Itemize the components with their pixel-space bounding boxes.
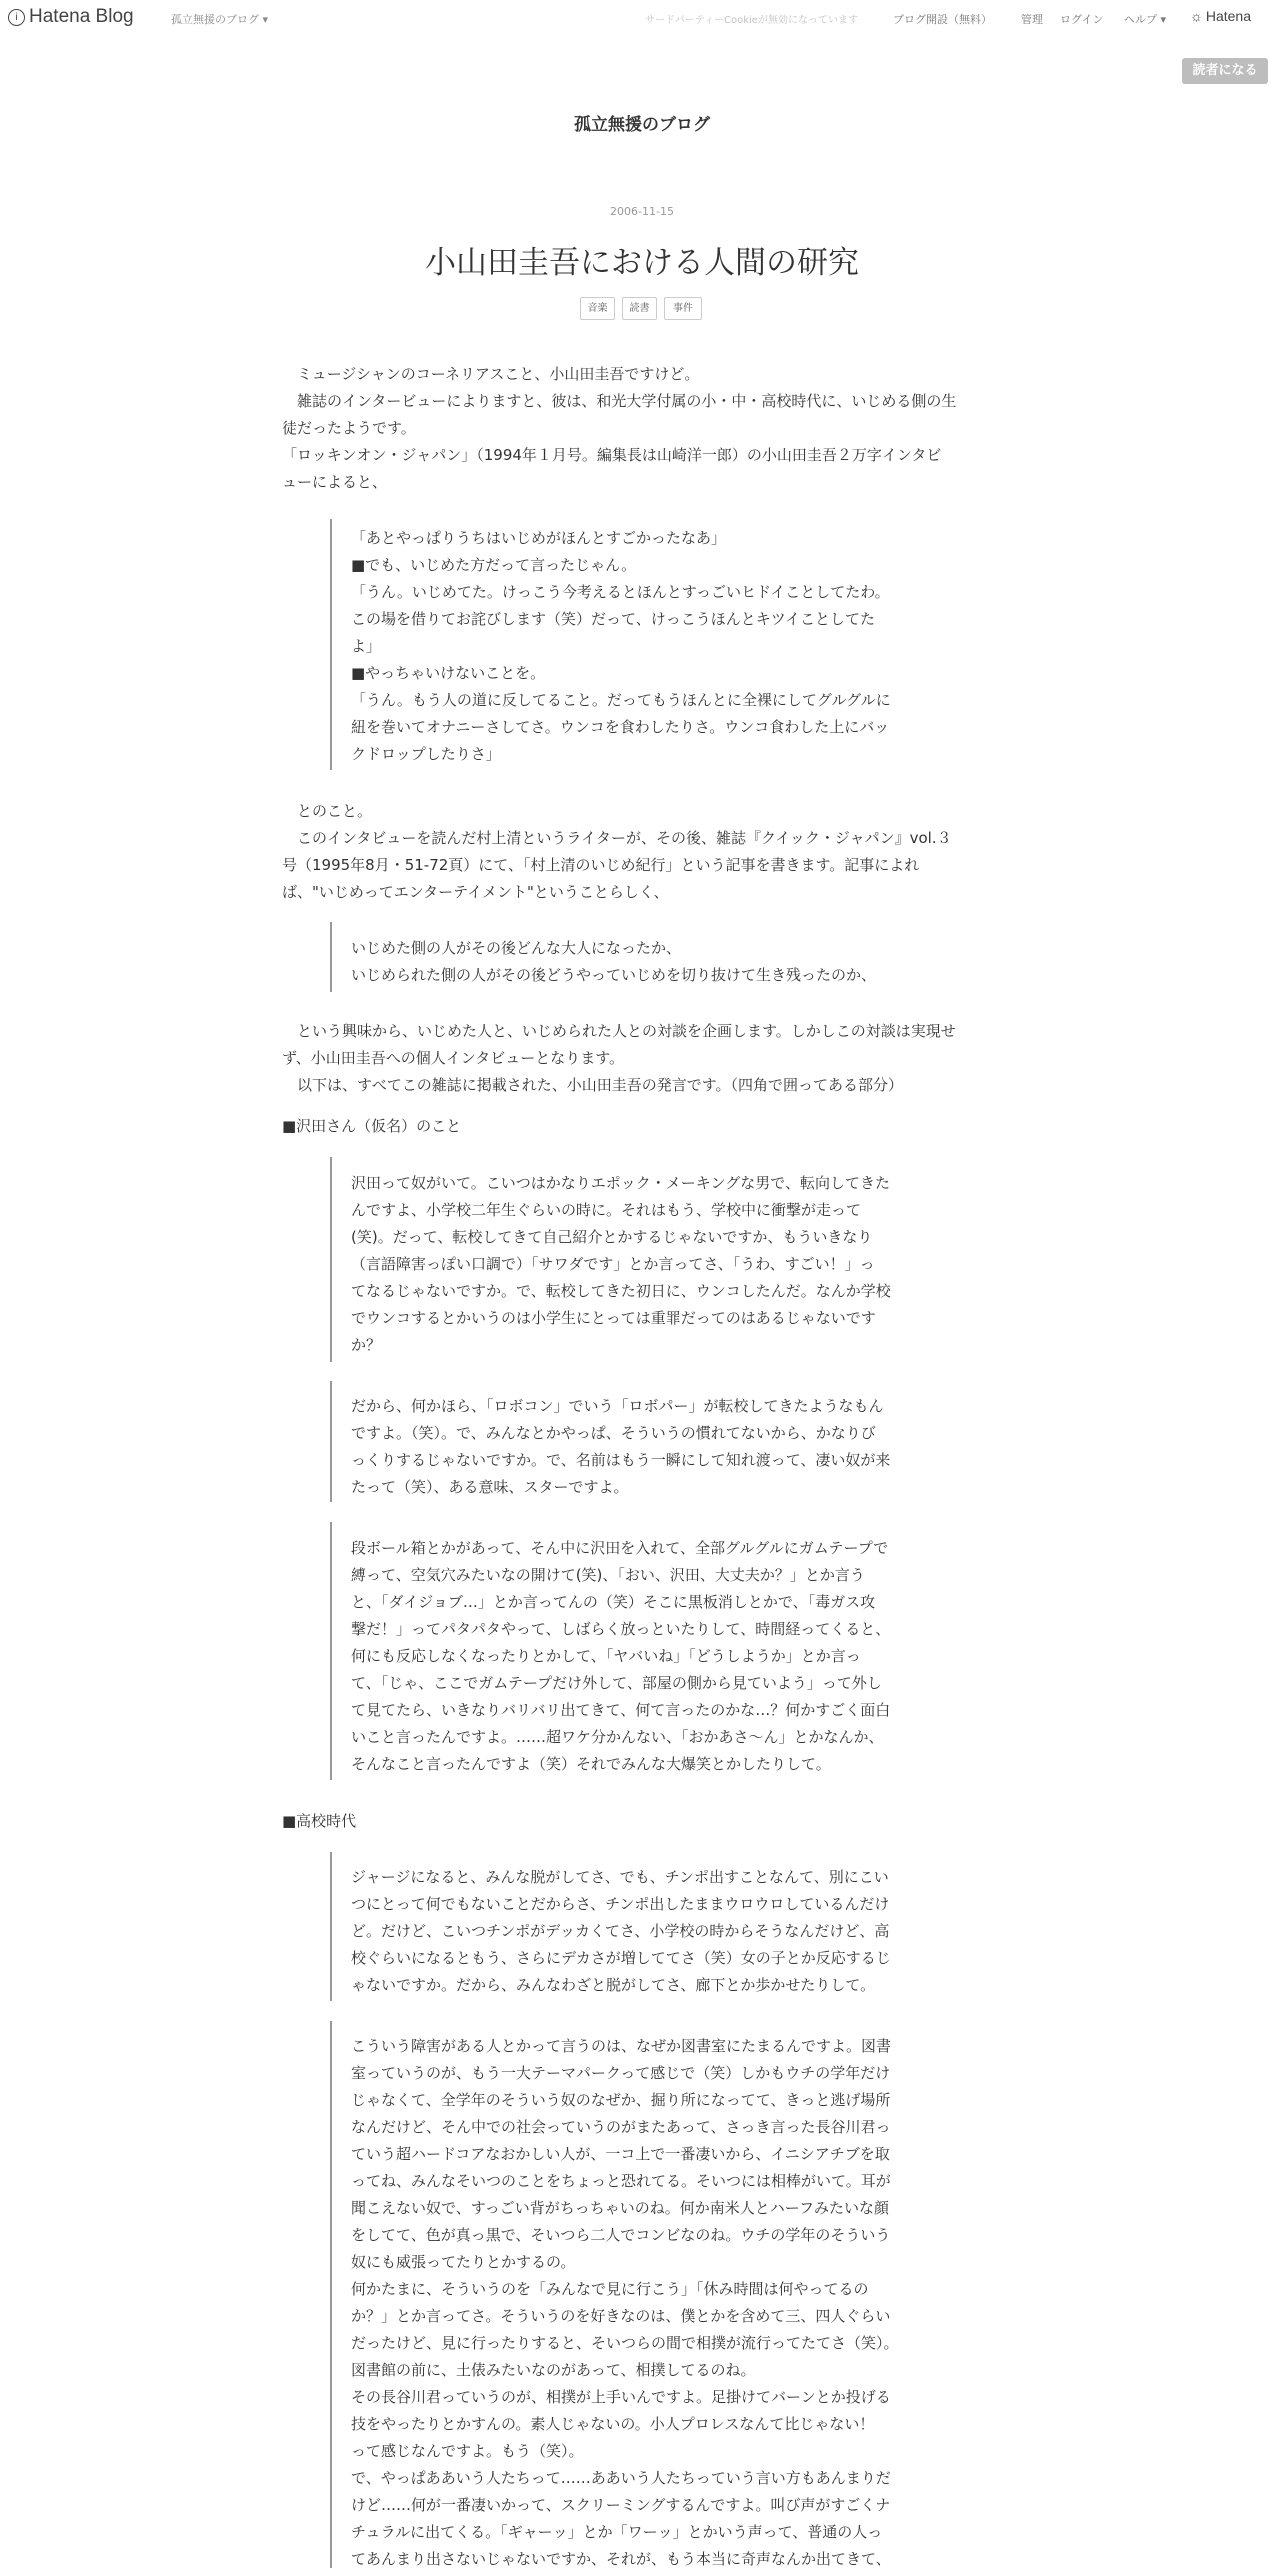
help-dropdown[interactable]: ヘルプ ▾ xyxy=(1124,13,1167,26)
hatena-blog-icon: i xyxy=(8,9,25,26)
body-line: 紐を巻いてオナニーさしてさ。ウンコを食わしたりさ。ウンコ食わした上にバッ xyxy=(351,718,890,736)
body-line: ば、"いじめってエンターテイメント"ということらしく、 xyxy=(282,883,669,901)
top-navigation-bar xyxy=(0,0,1284,36)
blockquote-rule xyxy=(330,922,332,992)
body-line: 縛って、空気穴みたいなの開けて(笑)、「おい、沢田、大丈夫か？」とか言う xyxy=(351,1566,865,1584)
body-line: てなるじゃないですか。で、転校してきた初日に、ウンコしたんだ。なんか学校 xyxy=(351,1282,891,1300)
post-date[interactable]: 2006-11-15 xyxy=(610,205,674,218)
blog-title[interactable]: 孤立無援のブログ xyxy=(574,115,710,135)
body-line: 徒だったようです。 xyxy=(282,419,416,437)
cookie-notice: サードパーティーCookieが無効になっています xyxy=(645,15,858,26)
body-line: か？ xyxy=(351,1336,382,1354)
body-line: て、「じゃ、ここでガムテープだけ外して、部屋の側から見ていよう」って外し xyxy=(351,1674,882,1692)
hatena-link[interactable] xyxy=(1190,8,1251,24)
body-line: チュラルに出てくる。「ギャーッ」とか「ワーッ」とかいう声って、普通の人っ xyxy=(351,2523,883,2541)
body-line: 沢田って奴がいて。こいつはかなりエポック・メーキングな男で、転向してきた xyxy=(351,1174,890,1192)
body-line: 技をやったりとかすんの。素人じゃないの。小人プロレスなんて比じゃない！ xyxy=(351,2415,875,2433)
body-line: って感じなんですよ。もう（笑）。 xyxy=(351,2442,584,2460)
body-line: たって（笑）、ある意味、スターですよ。 xyxy=(351,1478,629,1496)
body-line: クドロップしたりさ」 xyxy=(351,745,501,763)
body-line: けど……何が一番凄いかって、スクリーミングするんですよ。叫び声がすごくナ xyxy=(351,2496,891,2514)
body-line: 何かたまに、そういうのを「みんなで見に行こう」「休み時間は何やってるの xyxy=(351,2280,869,2298)
body-line: 雑誌のインタービューによりますと、彼は、和光大学付属の小・中・高校時代に、いじめる側の生 xyxy=(282,392,957,410)
subscribe-button[interactable]: 読者になる xyxy=(1182,58,1268,84)
body-line: ■高校時代 xyxy=(282,1812,357,1830)
body-line: という興味から、いじめた人と、いじめられた人との対談を企画します。しかしこの対談は実現せ xyxy=(282,1022,956,1040)
hatena-blog-logo[interactable] xyxy=(8,6,134,28)
login-link[interactable]: ログイン xyxy=(1060,13,1104,26)
body-line: だったけど、見に行ったりすると、そいつらの間で相撲が流行ってたてさ（笑）。 xyxy=(351,2334,899,2352)
blockquote-rule xyxy=(330,1522,332,1780)
tag-books[interactable]: 読書 xyxy=(622,297,657,320)
body-line: だから、何かほら、「ロボコン」でいう「ロボパー」が転校してきたようなもん xyxy=(351,1397,884,1415)
body-line: つにとって何でもないことだからさ、チンポ出したままウロウロしているんだけ xyxy=(351,1895,890,1913)
body-line: ■でも、いじめた方だって言ったじゃん。 xyxy=(351,556,637,574)
hatena-link-text: Hatena xyxy=(1205,8,1251,24)
body-line: ですよ。（笑）。で、みんなとかやっぱ、そういうの慣れてないから、かなりび xyxy=(351,1424,876,1442)
body-line: 室っていうのが、もう一大テーマパークって感じで（笑）しかもウチの学年だけ xyxy=(351,2064,891,2082)
body-line: とのこと。 xyxy=(282,802,373,820)
body-line: 以下は、すべてこの雑誌に掲載された、小山田圭吾の発言です。（四角で囲ってある部分） xyxy=(282,1076,904,1094)
body-line: て見てたら、いきなりバリバリ出てきて、何て言ったのかな…？何かすごく面白 xyxy=(351,1701,891,1719)
body-line: このインタビューを読んだ村上清というライターが、その後、雑誌『クイック・ジャパン』vol.３ xyxy=(282,829,952,847)
body-line: ューによると、 xyxy=(282,473,388,491)
body-line: ■やっちゃいけないことを。 xyxy=(351,664,546,682)
open-blog-link[interactable]: ブログ開設（無料） xyxy=(893,13,992,26)
blockquote-rule xyxy=(330,1157,332,1362)
body-line: 何にも反応しなくなったりとかして、「ヤバいね」「どうしようか」とか言っ xyxy=(351,1647,861,1665)
body-line: なんだけど、そん中での社会っていうのがまたあって、さっき言った長谷川君っ xyxy=(351,2118,891,2136)
tag-incident[interactable]: 事件 xyxy=(664,297,702,320)
body-line: をしてて、色が真っ黒で、そいつら二人でコンビなのね。ウチの学年のそういう xyxy=(351,2226,891,2244)
body-line: 段ボール箱とかがあって、そん中に沢田を入れて、全部グルグルにガムテープで xyxy=(351,1539,889,1557)
blockquote-rule xyxy=(330,1381,332,1502)
body-line: こういう障害がある人とかって言うのは、なぜか図書室にたまるんですよ。図書 xyxy=(351,2037,892,2055)
body-line: そんなこと言ったんですよ（笑）それでみんな大爆笑とかしたりして。 xyxy=(351,1755,831,1773)
body-line: んですよ、小学校二年生ぐらいの時に。それはもう、学校中に衝撃が走って xyxy=(351,1201,862,1219)
body-line: 図書館の前に、土俵みたいなのがあって、相撲してるのね。 xyxy=(351,2361,756,2379)
body-line: でウンコするとかいうのは小学生にとっては重罪だってのはあるじゃないです xyxy=(351,1309,876,1327)
body-line: ゃないですか。だから、みんなわざと脱がしてさ、廊下とか歩かせたりして。 xyxy=(351,1976,876,1994)
hatena-sun-icon: ☼ xyxy=(1190,8,1203,24)
body-line: 「ロッキンオン・ジャパン」（1994年１月号。編集長は山崎洋一郎）の小山田圭吾２万字インタビ xyxy=(282,446,942,464)
body-line: っくりするじゃないですか。で、名前はもう一瞬にして知れ渡って、凄い奴が来 xyxy=(351,1451,891,1469)
body-line: その長谷川君っていうのが、相撲が上手いんですよ。足掛けてバーンとか投げる xyxy=(351,2388,891,2406)
body-line: （言語障害っぽい口調で）「サワダです」とか言ってさ、「うわ、すごい！」っ xyxy=(351,1255,875,1273)
blockquote-rule xyxy=(330,519,332,770)
body-line: ■沢田さん（仮名）のこと xyxy=(282,1117,462,1135)
manage-link[interactable]: 管理 xyxy=(1021,13,1043,26)
body-line: いこと言ったんですよ。……超ワケ分かんない、「おかあさ〜ん」とかなんか、 xyxy=(351,1728,884,1746)
body-line: ていう超ハードコアなおかしい人が、一コ上で一番凄いから、イニシアチブを取 xyxy=(351,2145,890,2163)
blockquote-rule xyxy=(330,1852,332,2001)
body-line: いじめられた側の人がその後どうやっていじめを切り抜けて生き残ったのか、 xyxy=(351,966,877,984)
body-line: ってね、みんなそいつのことをちょっと恐れてる。そいつには相棒がいて。耳が xyxy=(351,2172,891,2190)
body-line: と、「ダイジョブ…」とか言ってんの（笑）そこに黒板消しとかで、「毒ガス攻 xyxy=(351,1593,876,1611)
body-line: この場を借りてお詫びします（笑）だって、けっこうほんとキツイことしてた xyxy=(351,610,875,628)
body-line: 校ぐらいになるともう、さらにデカさが増しててさ（笑）女の子とか反応するじ xyxy=(351,1949,891,1967)
body-line: じゃなくて、全学年のそういう奴のなぜか、掘り所になってて、きっと逃げ場所 xyxy=(351,2091,891,2109)
post-title[interactable]: 小山田圭吾における人間の研究 xyxy=(425,245,859,281)
blog-menu-dropdown[interactable]: 孤立無援のブログ ▾ xyxy=(171,13,269,26)
blockquote-rule xyxy=(330,2021,332,2568)
tag-music[interactable]: 音楽 xyxy=(580,297,615,320)
body-line: てあんまり出さないじゃないですか、それが、もう本当に奇声なんか出てきて、 xyxy=(351,2550,891,2568)
body-line: 「うん。もう人の道に反してること。だってもうほんとに全裸にしてグルグルに xyxy=(351,691,891,709)
hatena-blog-logo-text: Hatena Blog xyxy=(29,6,134,27)
body-line: 撃だ！」ってパタパタやって、しばらく放っといたりして、時間経ってくると、 xyxy=(351,1620,891,1638)
body-line: ど。だけど、こいつチンポがデッカくてさ、小学校の時からそうなんだけど、高 xyxy=(351,1922,890,1940)
body-line: 「あとやっぱりうちはいじめがほんとすごかったなあ」 xyxy=(351,529,727,547)
body-line: 奴にも威張ってたりとかするの。 xyxy=(351,2253,576,2271)
body-line: 「うん。いじめてた。けっこう今考えるとほんとすっごいヒドイことしてたわ。 xyxy=(351,583,890,601)
body-line: (笑)。だって、転校してきて自己紹介とかするじゃないですか、もういきなり xyxy=(351,1228,873,1246)
body-line: いじめた側の人がその後どんな大人になったか、 xyxy=(351,939,682,957)
body-line: で、やっぱああいう人たちって……ああいう人たちっていう言い方もあんまりだ xyxy=(351,2469,891,2487)
body-line: よ」 xyxy=(351,637,382,655)
body-line: 聞こえない奴で、すっごい背がちっちゃいのね。何か南米人とハーフみたいな顔 xyxy=(351,2199,890,2217)
body-line: ず、小山田圭吾への個人インタビューとなります。 xyxy=(282,1049,625,1067)
body-line: か？」とか言ってさ。そういうのを好きなのは、僕とかを含めて三、四人ぐらい xyxy=(351,2307,891,2325)
body-line: ミュージシャンのコーネリアスこと、小山田圭吾ですけど。 xyxy=(282,365,700,383)
body-line: 号（1995年8月・51-72頁）にて、「村上清のいじめ紀行」という記事を書きます。記事によれ xyxy=(282,856,920,874)
body-line: ジャージになると、みんな脱がしてさ、でも、チンポ出すことなんて、別にこい xyxy=(351,1868,889,1886)
